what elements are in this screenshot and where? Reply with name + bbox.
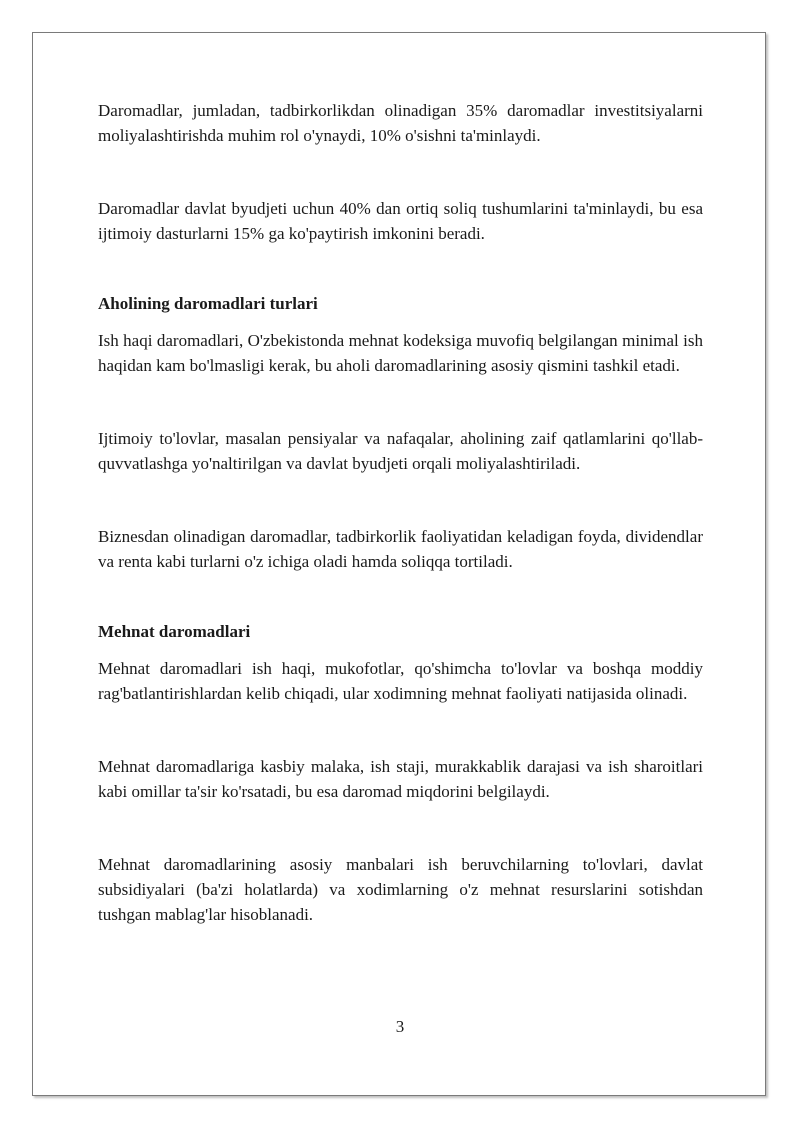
paragraph-1: Daromadlar, jumladan, tadbirkorlikdan olinadigan 35% daromadlar investitsiyalarni moliyalashtirishda muhim rol o'ynaydi, 10% o'sishni ta'minlaydi. <box>98 101 703 145</box>
section-heading-labor-income: Mehnat daromadlari <box>98 622 251 641</box>
paragraph-6: Mehnat daromadlari ish haqi, mukofotlar, qo'shimcha to'lovlar va boshqa moddiy rag'batlantirishlardan kelib chiqadi, ular xodimning mehnat faoliyati natijasida olinadi. <box>98 659 703 703</box>
document-page <box>32 32 766 1096</box>
paragraph-8: Mehnat daromadlarining asosiy manbalari ish beruvchilarning to'lovlari, davlat subsidiyalari (ba'zi holatlarda) va xodimlarning o'z mehnat resurslarini sotishdan tushgan mablag'lar hisoblanadi. <box>98 855 703 924</box>
paragraph-2: Daromadlar davlat byudjeti uchun 40% dan ortiq soliq tushumlarini ta'minlaydi, bu esa ijtimoiy dasturlarni 15% ga ko'paytirish imkonini beradi. <box>98 199 703 243</box>
section-heading-income-types: Aholining daromadlari turlari <box>98 294 318 313</box>
paragraph-3: Ish haqi daromadlari, O'zbekistonda mehnat kodeksiga muvofiq belgilangan minimal ish haqidan kam bo'lmasligi kerak, bu aholi daromadlarining asosiy qismini tashkil etadi. <box>98 331 703 375</box>
paragraph-5: Biznesdan olinadigan daromadlar, tadbirkorlik faoliyatidan keladigan foyda, dividendlar va renta kabi turlarni o'z ichiga oladi hamda soliqqa tortiladi. <box>98 527 703 571</box>
paragraph-4: Ijtimoiy to'lovlar, masalan pensiyalar va nafaqalar, aholining zaif qatlamlarini qo'llab-quvvatlashga yo'naltirilgan va davlat byudjeti orqali moliyalashtiriladi. <box>98 429 703 473</box>
paragraph-7: Mehnat daromadlariga kasbiy malaka, ish staji, murakkablik darajasi va ish sharoitlari kabi omillar ta'sir ko'rsatadi, bu esa daromad miqdorini belgilaydi. <box>98 757 703 801</box>
page-number: 3 <box>395 1017 405 1036</box>
page-content <box>98 98 703 927</box>
